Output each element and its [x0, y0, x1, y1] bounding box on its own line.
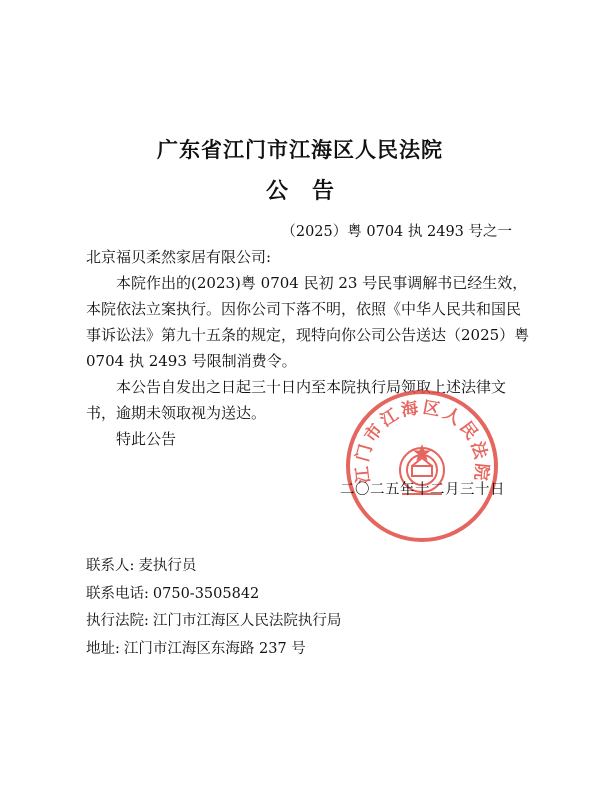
contact-info — [86, 553, 341, 663]
paragraph-collection: 本公告自发出之日起三十日内至本院执行局领取上述法律文书，逾期未领取视为送达。 — [86, 378, 507, 422]
contact-person-label: 联系人: — [86, 558, 135, 574]
executing-court-row — [86, 608, 341, 636]
paragraph-closing: 特此公告 — [116, 430, 177, 448]
court-seal-stamp — [342, 386, 502, 546]
executing-court-value: 江门市江海区人民法院执行局 — [152, 613, 342, 629]
issue-date: 二〇二五年十二月三十日 — [340, 482, 505, 498]
executing-court-label: 执行法院: — [86, 613, 149, 629]
case-number: （2025）粤 0704 执 2493 号之一 — [281, 224, 512, 240]
address-value: 江门市江海区东海路 237 号 — [123, 640, 306, 657]
contact-person-row — [86, 553, 341, 581]
contact-person-value: 麦执行员 — [138, 558, 197, 574]
address-row — [86, 636, 341, 664]
contact-phone-row — [86, 581, 341, 609]
addressee: 北京福贝柔然家居有限公司: — [86, 248, 272, 266]
seal-arc-text: 江门市江海区人民法院 — [352, 397, 492, 485]
address-label: 地址: — [86, 640, 120, 657]
paragraph-service: 本院作出的(2023)粤 0704 民初 23 号民事调解书已经生效，本院依法立案执行。因你公司下落不明，依照《中华人民共和国民事诉讼法》第九十五条的规定，现特向你公司公告送达（2025）粤 0704 执 2493 号限制消费令。 — [86, 274, 530, 370]
contact-phone-value: 0750-3505842 — [152, 585, 260, 602]
court-name-heading: 广东省江门市江海区人民法院 — [157, 137, 443, 162]
notice-title: 公告 — [265, 178, 358, 204]
contact-phone-label: 联系电话: — [86, 585, 149, 602]
